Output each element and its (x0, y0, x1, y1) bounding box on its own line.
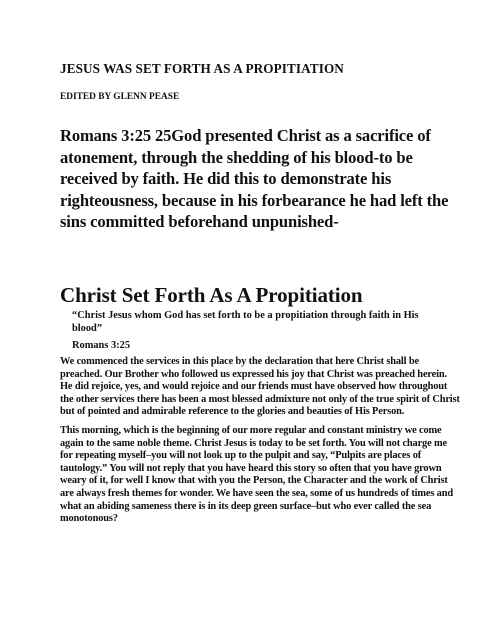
scripture-quote: “Christ Jesus whom God has set forth to be a propitiation through faith in His blood” (72, 310, 419, 334)
body-text (60, 356, 460, 532)
document-editor: EDITED BY GLENN PEASE (60, 92, 180, 102)
section-heading: Christ Set Forth As A Propitiation (60, 283, 363, 307)
document-title: JESUS WAS SET FORTH AS A PROPITIATION (60, 61, 344, 76)
body-paragraph: We commenced the services in this place by the declaration that here Christ shall be preached. Our Brother who followed us expressed his joy that Christ was preached herein. He did rejoice, yes, and would rejoice and our friends must have observed how throughout the other services there has been a most blessed admixture not only of the true spirit of Christ but of pointed and admirable reference to the glories and beauties of His Person. (60, 356, 460, 418)
scripture-passage: Romans 3:25 25God presented Christ as a sacrifice of atonement, through the shedding of his blood-to be received by faith. He did this to demonstrate his righteousness, because in his forbearance he had left the sins committed beforehand unpunished- (60, 126, 449, 232)
quote-reference: Romans 3:25 (72, 340, 131, 351)
body-paragraph: This morning, which is the beginning of our more regular and constant ministry we come again to the same noble theme. Christ Jesus is today to be set forth. You will not charge me for repeating myself–you will not look up to the pulpit and say, “Pulpits are places of tautology.” You will not reply that you have heard this story so often that you have grown weary of it, for well I know that with you the Person, the Character and the work of Christ are always fresh themes for wonder. We have seen the sea, some of us hundreds of times and what an abiding sameness there is in its deep green surface–but who ever called the sea monotonous? (60, 424, 453, 525)
